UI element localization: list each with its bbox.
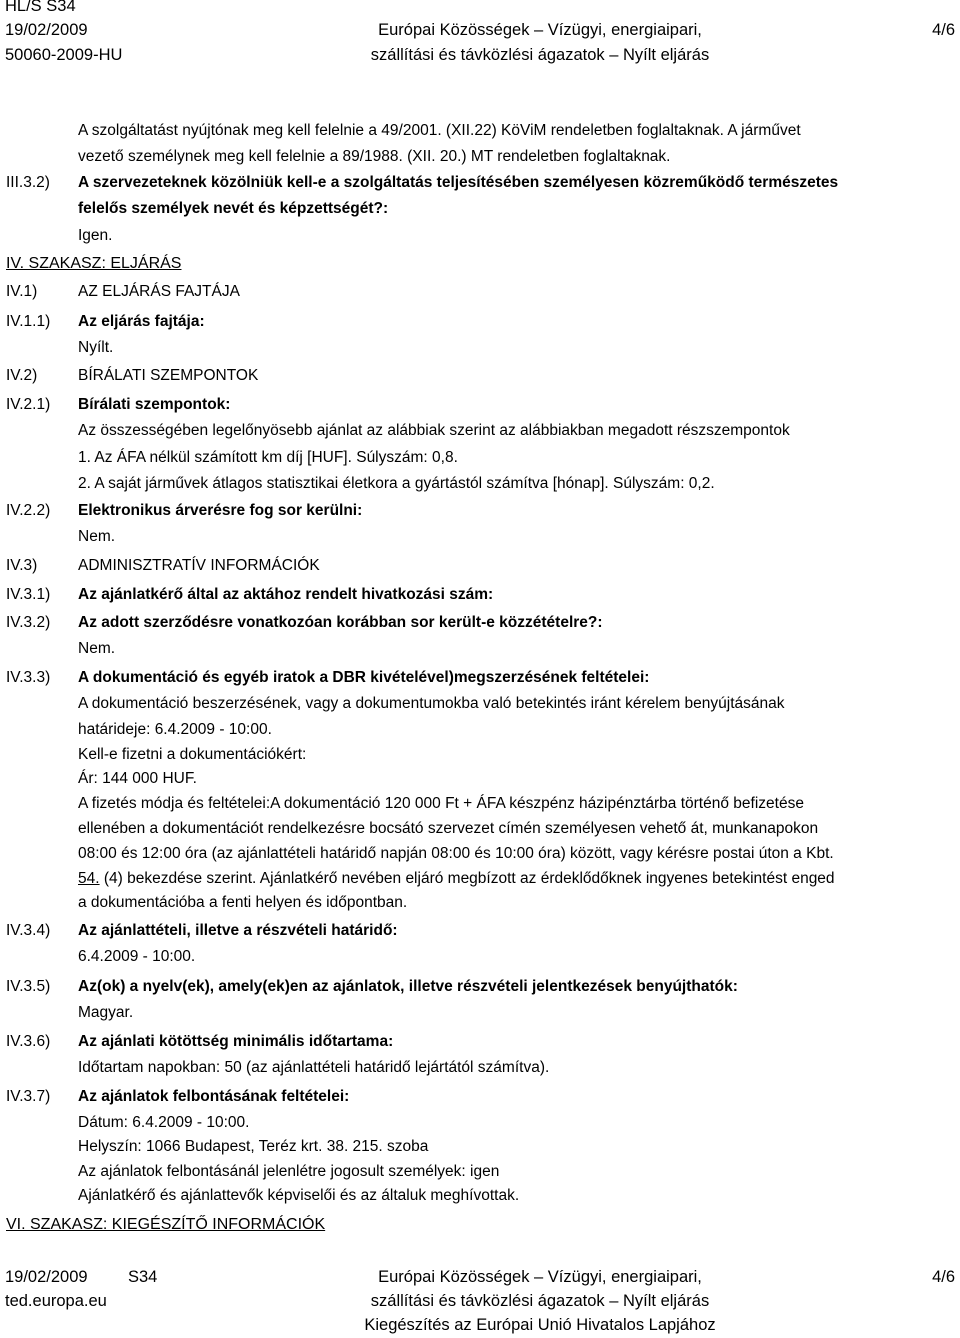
iv-3-2-title: Az adott szerződésre vonatkozóan korábban sor került-e közzétételre?: [78, 614, 603, 631]
label-iv-3-5: IV.3.5) [6, 978, 51, 995]
iv-3-3-line4: Ár: 144 000 HUF. [78, 770, 197, 787]
label-iii-3-2: III.3.2) [6, 174, 50, 191]
header-page-number: 4/6 [932, 21, 955, 39]
iii-3-2-question-line1: A szervezeteknek közölniük kell-e a szolgáltatás teljesítésében személyesen közreműködő természetes [78, 174, 839, 191]
footer-series: S34 [128, 1268, 158, 1286]
iv-3-1-title: Az ajánlatkérő által az aktához rendelt hivatkozási szám: [78, 586, 494, 603]
footer-site-link[interactable]: ted.europa.eu [5, 1292, 107, 1310]
iv-2-2-value: Nem. [78, 528, 116, 545]
section-vi-title: VI. SZAKASZ: KIEGÉSZÍTŐ INFORMÁCIÓK [6, 1216, 326, 1233]
top-text-line1: A szolgáltatást nyújtónak meg kell felelnie a 49/2001. (XII.22) KöViM rendeletben foglaltaknak. A járművet [78, 122, 801, 139]
label-iv-3-4: IV.3.4) [6, 922, 51, 939]
footer-title-line2: szállítási és távközlési ágazatok – Nyílt eljárás [370, 1292, 710, 1310]
iv-2-1-title: Bírálati szempontok: [78, 396, 231, 413]
label-iv-1-1: IV.1.1) [6, 313, 51, 330]
iv-3-4-value: 6.4.2009 - 10:00. [78, 948, 196, 965]
label-iv-3-6: IV.3.6) [6, 1033, 51, 1050]
iv-3-3-line9: a dokumentációba a fenti helyen és időpontban. [78, 894, 408, 911]
label-iv-3-1: IV.3.1) [6, 586, 51, 603]
iv-3-7-title: Az ajánlatok felbontásának feltételei: [78, 1088, 350, 1105]
iv-3-3-line5: A fizetés módja és feltételei:A dokumentáció 120 000 Ft + ÁFA készpénz házipénztárba történő befizetése [78, 795, 804, 812]
label-iv-1: IV.1) [6, 283, 38, 300]
header-title-line2: szállítási és távközlési ágazatok – Nyílt eljárás [370, 46, 710, 64]
header-title-line1: Európai Közösségek – Vízügyi, energiaipari, [378, 21, 702, 39]
iv-3-3-line7: 08:00 és 12:00 óra (az ajánlattételi határidő napján 08:00 és 10:00 óra) között, vagy kérésre postai úton a Kbt. [78, 845, 834, 862]
iv-3-3-line2: határideje: 6.4.2009 - 10:00. [78, 721, 272, 738]
iv-2-1-line1: Az összességében legelőnyösebb ajánlat az alábbiak szerint az alábbiakban megadott részszempontok [78, 422, 790, 439]
iv-3-3-title: A dokumentáció és egyéb iratok a DBR kivételével)megszerzésének feltételei: [78, 669, 650, 686]
iv-1-title: AZ ELJÁRÁS FAJTÁJA [78, 283, 240, 300]
iv-3-7-line1: Dátum: 6.4.2009 - 10:00. [78, 1114, 250, 1131]
iv-3-2-value: Nem. [78, 640, 116, 657]
label-iv-3-3: IV.3.3) [6, 669, 51, 686]
iv-2-title: BÍRÁLATI SZEMPONTOK [78, 367, 259, 384]
label-iv-2-1: IV.2.1) [6, 396, 51, 413]
kbt-paragraph-link[interactable]: 54. [78, 870, 100, 887]
iv-3-6-title: Az ajánlati kötöttség minimális időtartama: [78, 1033, 394, 1050]
label-iv-2-2: IV.2.2) [6, 502, 51, 519]
label-iv-3-2: IV.3.2) [6, 614, 51, 631]
header-journal-code: HL/S S34 [5, 0, 76, 15]
iv-3-3-line8-rest: (4) bekezdése szerint. Ajánlatkérő nevében eljáró megbízott az érdeklődőknek ingyenes betekintést enged [99, 870, 835, 887]
iv-3-title: ADMINISZTRATÍV INFORMÁCIÓK [78, 557, 320, 574]
iv-3-7-line2: Helyszín: 1066 Budapest, Teréz krt. 38. 215. szoba [78, 1138, 429, 1155]
label-iv-3: IV.3) [6, 557, 38, 574]
section-iv-title: IV. SZAKASZ: ELJÁRÁS [6, 255, 182, 272]
iv-1-1-value: Nyílt. [78, 339, 114, 356]
iii-3-2-answer: Igen. [78, 227, 113, 244]
iv-3-5-value: Magyar. [78, 1004, 134, 1021]
iv-2-2-title: Elektronikus árverésre fog sor kerülni: [78, 502, 363, 519]
iv-1-1-title: Az eljárás fajtája: [78, 313, 205, 330]
iv-3-7-line4: Ajánlatkérő és ajánlattevők képviselői és az általuk meghívottak. [78, 1187, 520, 1204]
iv-3-4-title: Az ajánlattételi, illetve a részvételi határidő: [78, 922, 398, 939]
header-date: 19/02/2009 [5, 21, 88, 39]
label-iv-3-7: IV.3.7) [6, 1088, 51, 1105]
iv-3-5-title: Az(ok) a nyelv(ek), amely(ek)en az ajánlatok, illetve részvételi jelentkezések benyújthatók: [78, 978, 738, 995]
iv-2-1-line3: 2. A saját járművek átlagos statisztikai életkora a gyártástól számítva [hónap]. Súlyszám: 0,2. [78, 475, 715, 492]
iv-3-7-line3: Az ajánlatok felbontásánál jelenlétre jogosult személyek: igen [78, 1163, 500, 1180]
label-iv-2: IV.2) [6, 367, 38, 384]
footer-date: 19/02/2009 [5, 1268, 88, 1286]
iv-3-3-line6: ellenében a dokumentációt rendelkezésre bocsátó szervezet címén személyesen vehető át, munkanapokon [78, 820, 819, 837]
footer-page-number: 4/6 [932, 1268, 955, 1286]
iv-2-1-line2: 1. Az ÁFA nélkül számított km díj [HUF]. Súlyszám: 0,8. [78, 449, 458, 466]
iv-3-3-line3: Kell-e fizetni a dokumentációkért: [78, 746, 307, 763]
iii-3-2-question-line2: felelős személyek nevét és képzettségét?: [78, 200, 389, 217]
header-doc-number: 50060-2009-HU [5, 46, 123, 64]
iv-3-3-line8 [78, 870, 835, 888]
footer-title-line3: Kiegészítés az Európai Unió Hivatalos Lapjához [364, 1316, 716, 1334]
footer-title-line1: Európai Közösségek – Vízügyi, energiaipari, [378, 1268, 702, 1286]
iv-3-6-value: Időtartam napokban: 50 (az ajánlattételi határidő lejártától számítva). [78, 1059, 550, 1076]
top-text-line2: vezető személynek meg kell felelnie a 89/1988. (XII. 20.) MT rendeletben foglaltaknak. [78, 148, 671, 165]
iv-3-3-line1: A dokumentáció beszerzésének, vagy a dokumentumokba való betekintés iránt kérelem benyújtásának [78, 695, 785, 712]
